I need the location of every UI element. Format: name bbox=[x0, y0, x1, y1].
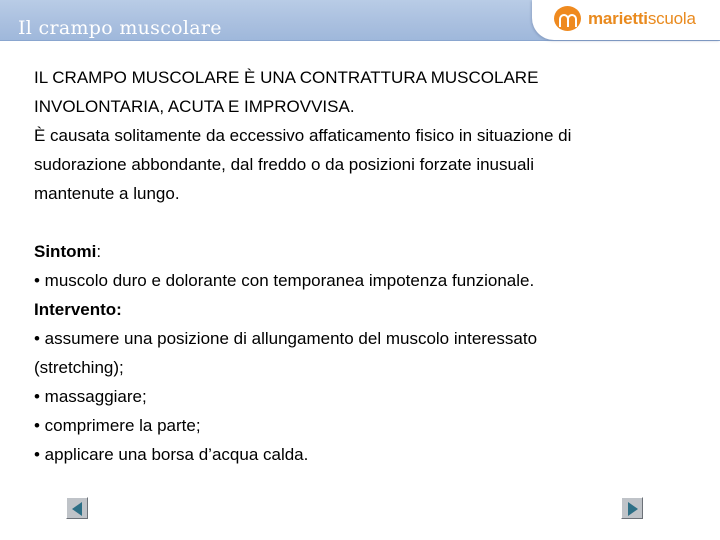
marietti-logo-icon bbox=[554, 6, 581, 31]
symptoms-heading bbox=[34, 237, 694, 266]
cause-line-2: sudorazione abbondante, dal freddo o da posizioni forzate inusuali bbox=[34, 155, 534, 174]
intervention-item-4: • applicare una borsa d’acqua calda. bbox=[34, 445, 309, 464]
triangle-left-icon bbox=[72, 502, 82, 516]
logo-text-bold: marietti bbox=[588, 9, 648, 28]
previous-slide-button[interactable] bbox=[66, 497, 88, 519]
next-slide-button[interactable] bbox=[621, 497, 643, 519]
logo-wordmark bbox=[588, 9, 696, 29]
logo-text-light: scuola bbox=[647, 9, 696, 28]
heading-line-1: IL CRAMPO MUSCOLARE È UNA CONTRATTURA MUSCOLARE bbox=[34, 68, 539, 87]
triangle-right-icon bbox=[628, 502, 638, 516]
publisher-logo bbox=[532, 0, 720, 40]
intervention-item-1-line-2: (stretching); bbox=[34, 358, 124, 377]
heading-line-2: INVOLONTARIA, ACUTA E IMPROVVISA. bbox=[34, 97, 355, 116]
header-bar bbox=[0, 0, 720, 41]
page-title: Il crampo muscolare bbox=[18, 17, 222, 39]
intervention-item-1-line-1: • assumere una posizione di allungamento del muscolo interessato bbox=[34, 329, 538, 348]
symptoms-label: Sintomi bbox=[34, 242, 97, 261]
cause-line-3: mantenute a lungo. bbox=[34, 184, 180, 203]
symptom-item: • muscolo duro e dolorante con temporanea impotenza funzionale. bbox=[34, 271, 535, 290]
symptoms-colon: : bbox=[96, 242, 102, 261]
intervention-label: Intervento: bbox=[34, 300, 122, 319]
slide-body bbox=[34, 63, 694, 469]
paragraph-spacer bbox=[34, 208, 694, 237]
intervention-item-3: • comprimere la parte; bbox=[34, 416, 201, 435]
intervention-item-2: • massaggiare; bbox=[34, 387, 147, 406]
cause-line-1: È causata solitamente da eccessivo affaticamento fisico in situazione di bbox=[34, 126, 572, 145]
